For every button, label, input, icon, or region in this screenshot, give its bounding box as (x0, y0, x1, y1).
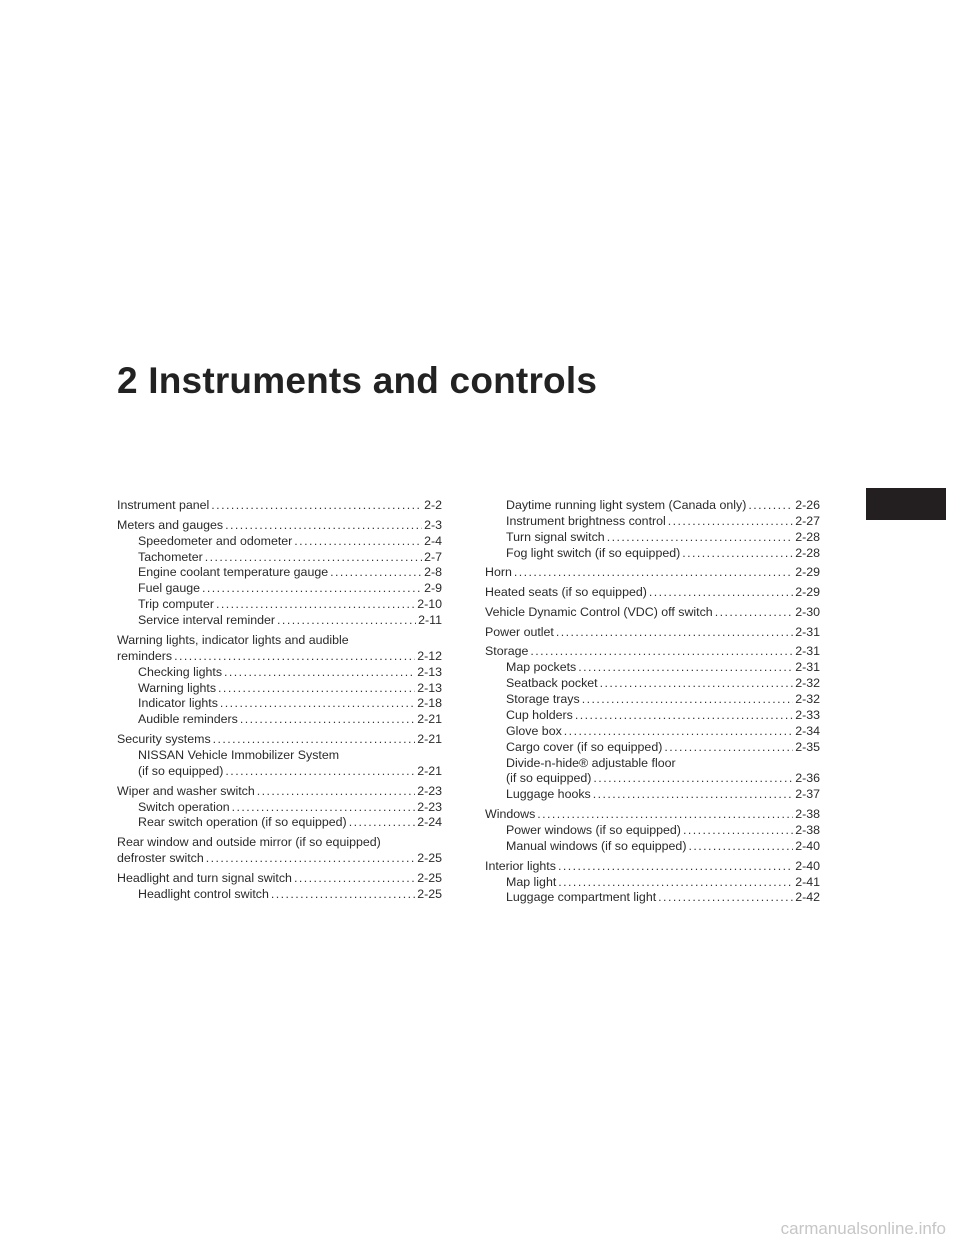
toc-entry[interactable] (117, 696, 442, 712)
toc-entry[interactable] (485, 724, 820, 740)
toc-entry-label: Power outlet (485, 624, 554, 639)
dot-leader (224, 665, 415, 681)
toc-entry-line (117, 534, 442, 550)
toc-entry-label: Fuel gauge (138, 581, 201, 596)
toc-entry-page: 2-3 (424, 517, 442, 532)
toc-entry-line (485, 890, 820, 906)
toc-entry-page: 2-26 (795, 498, 820, 512)
toc-entry[interactable] (117, 613, 442, 629)
toc-entry-line (117, 649, 442, 665)
toc-entry-line (485, 859, 820, 875)
dot-leader (600, 676, 794, 692)
dot-leader (575, 708, 793, 724)
toc-entry[interactable] (117, 681, 442, 697)
dot-leader (748, 498, 793, 514)
toc-entry-label: Glove box (506, 723, 562, 738)
dot-leader (682, 546, 793, 562)
toc-entry-page: 2-32 (795, 676, 820, 691)
toc-entry-page: 2-40 (795, 838, 820, 853)
toc-entry-label: Storage (485, 644, 529, 659)
toc-entry[interactable] (117, 518, 442, 534)
toc-entry-label: Storage trays (506, 691, 580, 706)
toc-entry-page: 2-21 (417, 732, 442, 747)
toc-entry[interactable] (485, 605, 820, 621)
toc-entry[interactable] (485, 644, 820, 660)
toc-entry-label: Service interval reminder (138, 613, 276, 628)
toc-entry-page: 2-32 (795, 691, 820, 706)
toc-entry[interactable] (485, 740, 820, 756)
toc-entry[interactable] (485, 859, 820, 875)
toc-entry-page: 2-31 (795, 660, 820, 675)
toc-entry-page: 2-8 (424, 565, 442, 580)
toc-entry-line (485, 807, 820, 823)
toc-entry-page: 2-40 (795, 858, 820, 873)
toc-entry-page: 2-38 (795, 807, 820, 822)
toc-entry-label: defroster switch (117, 851, 204, 866)
toc-entry-label: Checking lights (138, 664, 223, 679)
toc-entry[interactable] (485, 498, 820, 514)
dot-leader (578, 660, 793, 676)
toc-entry-label-line: Warning lights, indicator lights and audible (117, 632, 349, 647)
dot-leader (558, 859, 793, 875)
toc-entry-label: (if so equipped) (506, 771, 592, 786)
toc-entry-line (485, 625, 820, 641)
toc-entry-line (485, 605, 820, 621)
toc-entry-label: Interior lights (485, 858, 556, 873)
watermark: carmanualsonline.info (780, 1219, 946, 1238)
dot-leader (174, 649, 415, 665)
toc-entry-page: 2-33 (795, 707, 820, 722)
toc-entry-line (485, 546, 820, 562)
toc-entry-line (117, 613, 442, 629)
toc-entry-line (117, 871, 442, 887)
toc-entry-label: Headlight and turn signal switch (117, 870, 292, 885)
dot-leader (537, 807, 793, 823)
toc-entry-page: 2-21 (417, 712, 442, 727)
toc-entry-line (485, 875, 820, 891)
toc-entry-line (485, 498, 820, 514)
toc-entry[interactable] (485, 530, 820, 546)
dot-leader (715, 605, 793, 621)
toc-entry-label: reminders (117, 648, 173, 663)
toc-entry-line (485, 740, 820, 756)
toc-entry-page: 2-23 (417, 783, 442, 798)
toc-entry-line (117, 665, 442, 681)
toc-entry-line (485, 660, 820, 676)
dot-leader (349, 815, 416, 831)
dot-leader (558, 875, 793, 891)
toc-entry-line (117, 851, 442, 867)
dot-leader (658, 890, 793, 906)
toc-entry[interactable] (117, 835, 442, 867)
chapter-title: 2 Instruments and controls (117, 360, 598, 401)
toc-entry[interactable] (485, 546, 820, 562)
toc-entry-label: Cup holders (506, 707, 573, 722)
toc-entry-page: 2-12 (417, 648, 442, 663)
toc-entry[interactable] (117, 732, 442, 748)
toc-entry-line (117, 550, 442, 566)
toc-entry-page: 2-4 (424, 533, 442, 548)
toc-entry-label: Indicator lights (138, 696, 218, 711)
toc-entry[interactable] (485, 875, 820, 891)
toc-entry-line (117, 518, 442, 534)
dot-leader (330, 565, 422, 581)
toc-entry-page: 2-31 (795, 624, 820, 639)
toc-entry-line (485, 708, 820, 724)
toc-entry[interactable] (485, 692, 820, 708)
toc-entry-page: 2-9 (424, 581, 442, 596)
toc-entry-label-line: Rear window and outside mirror (if so equipped) (117, 835, 381, 850)
toc-entry[interactable] (485, 839, 820, 855)
toc-entry-label: Turn signal switch (506, 529, 605, 544)
toc-entry-line (485, 644, 820, 660)
toc-entry-page: 2-21 (417, 763, 442, 778)
dot-leader (530, 644, 793, 660)
toc-entry-line (117, 815, 442, 831)
toc-entry-line (117, 696, 442, 712)
dot-leader (218, 681, 415, 697)
toc-entry[interactable] (117, 887, 442, 903)
toc-entry-label: Power windows (if so equipped) (506, 823, 681, 837)
toc-entry-label: Windows (485, 807, 536, 822)
toc-entry[interactable] (117, 581, 442, 597)
toc-entry-line (485, 692, 820, 708)
toc-entry[interactable] (485, 823, 820, 839)
toc-entry[interactable] (485, 514, 820, 530)
toc-entry-label: Luggage compartment light (506, 890, 657, 905)
toc-entry[interactable] (485, 807, 820, 823)
toc-entry-page: 2-13 (417, 664, 442, 679)
toc-entry-label-line: NISSAN Vehicle Immobilizer System (138, 747, 340, 762)
toc-entry-label: Instrument panel (117, 498, 210, 512)
toc-entry[interactable] (485, 625, 820, 641)
dot-leader (216, 597, 415, 613)
toc-entry-page: 2-25 (417, 886, 442, 901)
toc-entry-label: Trip computer (138, 597, 214, 612)
dot-leader (649, 585, 793, 601)
toc-entry-label: Seatback pocket (506, 676, 598, 691)
dot-leader (225, 518, 422, 534)
toc-entry-label-line: Divide-n-hide® adjustable floor (506, 755, 676, 770)
dot-leader (225, 764, 415, 780)
toc-entry-label: Heated seats (if so equipped) (485, 585, 647, 600)
toc-entry-page: 2-28 (795, 545, 820, 560)
toc-entry[interactable] (485, 787, 820, 803)
toc-entry-line (485, 585, 820, 601)
toc-entry-line (117, 887, 442, 903)
toc-entry[interactable] (485, 890, 820, 906)
toc-entry-line (485, 839, 820, 855)
dot-leader (294, 871, 415, 887)
toc-entry[interactable] (117, 498, 442, 514)
toc-entry[interactable] (117, 871, 442, 887)
toc-entry[interactable] (117, 565, 442, 581)
toc-entry-label: Daytime running light system (Canada only) (506, 498, 747, 512)
dot-leader (240, 712, 415, 728)
toc-entry[interactable] (485, 756, 820, 788)
toc-entry-page: 2-18 (417, 696, 442, 711)
toc-entry-label: Speedometer and odometer (138, 533, 293, 548)
toc-entry-page: 2-37 (795, 787, 820, 802)
toc-entry-page: 2-38 (795, 823, 820, 837)
toc-entry[interactable] (485, 585, 820, 601)
toc-entry-label: (if so equipped) (138, 763, 224, 778)
toc-entry-page: 2-28 (795, 529, 820, 544)
toc-entry-label: Horn (485, 565, 512, 580)
toc-entry-label: Luggage hooks (506, 787, 591, 802)
toc-entry-label: Cargo cover (if so equipped) (506, 739, 663, 754)
dot-leader (564, 724, 793, 740)
toc-entry[interactable] (485, 660, 820, 676)
toc-entry-page: 2-10 (417, 597, 442, 612)
dot-leader (257, 784, 415, 800)
dot-leader (205, 550, 422, 566)
toc-entry-page: 2-27 (795, 513, 820, 528)
dot-leader (607, 530, 793, 546)
toc-entry-line (485, 823, 820, 839)
dot-leader (593, 771, 793, 787)
dot-leader (294, 534, 422, 550)
toc-entry-page: 2-34 (795, 723, 820, 738)
toc-entry-line (117, 732, 442, 748)
toc-entry[interactable] (117, 815, 442, 831)
toc-entry-line (485, 676, 820, 692)
dot-leader (277, 613, 416, 629)
dot-leader (668, 514, 793, 530)
toc-entry[interactable] (117, 633, 442, 665)
toc-entry-page: 2-25 (417, 870, 442, 885)
toc-entry-label: Security systems (117, 732, 211, 747)
toc-entry[interactable] (117, 534, 442, 550)
toc-entry-page: 2-36 (795, 771, 820, 786)
toc-entry-label: Rear switch operation (if so equipped) (138, 815, 347, 830)
toc-entry-line (485, 724, 820, 740)
toc-entry-line (485, 771, 820, 787)
dot-leader (593, 787, 793, 803)
toc-entry[interactable] (117, 784, 442, 800)
toc-entry[interactable] (117, 597, 442, 613)
toc-entry[interactable] (485, 676, 820, 692)
toc-entry-label: Map pockets (506, 660, 577, 675)
toc-entry[interactable] (485, 708, 820, 724)
toc-entry-line (485, 787, 820, 803)
toc-entry-line (117, 764, 442, 780)
dot-leader (211, 498, 422, 514)
toc-entry-label: Headlight control switch (138, 886, 269, 901)
dot-leader (582, 692, 793, 708)
toc-entry-label: Manual windows (if so equipped) (506, 838, 687, 853)
toc-entry-line (117, 565, 442, 581)
dot-leader (688, 839, 793, 855)
toc-entry-page: 2-29 (795, 565, 820, 580)
toc-entry-page: 2-25 (417, 851, 442, 866)
toc-entry-label: Meters and gauges (117, 517, 224, 532)
toc-entry-label: Map light (506, 874, 557, 889)
toc-entry-label: Vehicle Dynamic Control (VDC) off switch (485, 604, 713, 619)
toc-entry-label: Tachometer (138, 549, 203, 564)
toc-entry-line (117, 800, 442, 816)
toc-entry-label: Fog light switch (if so equipped) (506, 545, 681, 560)
dot-leader (271, 887, 415, 903)
toc-entry-line (117, 498, 442, 514)
toc-entry-page: 2-24 (417, 815, 442, 830)
toc-entry-label: Warning lights (138, 680, 217, 695)
toc-entry-line (117, 581, 442, 597)
toc-entry-label: Engine coolant temperature gauge (138, 565, 329, 580)
toc-entry-line (485, 530, 820, 546)
dot-leader (206, 851, 415, 867)
toc-entry-page: 2-30 (795, 604, 820, 619)
toc-entry-label: Wiper and washer switch (117, 783, 255, 798)
dot-leader (514, 565, 793, 581)
toc-entry-line (117, 784, 442, 800)
toc-entry-page: 2-2 (424, 498, 442, 512)
toc-entry[interactable] (485, 565, 820, 581)
dot-leader (220, 696, 415, 712)
toc-entry-page: 2-29 (795, 585, 820, 600)
toc-entry[interactable] (117, 712, 442, 728)
toc-entry-page: 2-11 (418, 613, 442, 628)
toc-entry-label: Audible reminders (138, 712, 238, 727)
toc-entry-label: Instrument brightness control (506, 513, 666, 528)
toc-entry[interactable] (117, 748, 442, 780)
toc-entry-page: 2-13 (417, 680, 442, 695)
toc-entry-page: 2-7 (424, 549, 442, 564)
chapter-tab-marker (866, 488, 946, 520)
toc-entry-page: 2-23 (417, 799, 442, 814)
toc-entry-label: Switch operation (138, 799, 230, 814)
toc-entry-page: 2-35 (795, 739, 820, 754)
toc-entry-line (485, 565, 820, 581)
toc-right-column (485, 498, 820, 906)
dot-leader (683, 823, 793, 839)
toc-entry-line (117, 712, 442, 728)
dot-leader (232, 800, 416, 816)
toc-entry[interactable] (117, 550, 442, 566)
toc-left-column (117, 498, 442, 903)
dot-leader (664, 740, 793, 756)
dot-leader (213, 732, 416, 748)
toc-entry[interactable] (117, 800, 442, 816)
toc-entry-line (485, 514, 820, 530)
toc-entry-line (117, 681, 442, 697)
toc-entry[interactable] (117, 665, 442, 681)
dot-leader (202, 581, 422, 597)
toc-entry-page: 2-41 (795, 874, 820, 889)
dot-leader (556, 625, 793, 641)
toc-entry-page: 2-31 (795, 644, 820, 659)
toc-entry-line (117, 597, 442, 613)
toc-entry-page: 2-42 (795, 890, 820, 905)
